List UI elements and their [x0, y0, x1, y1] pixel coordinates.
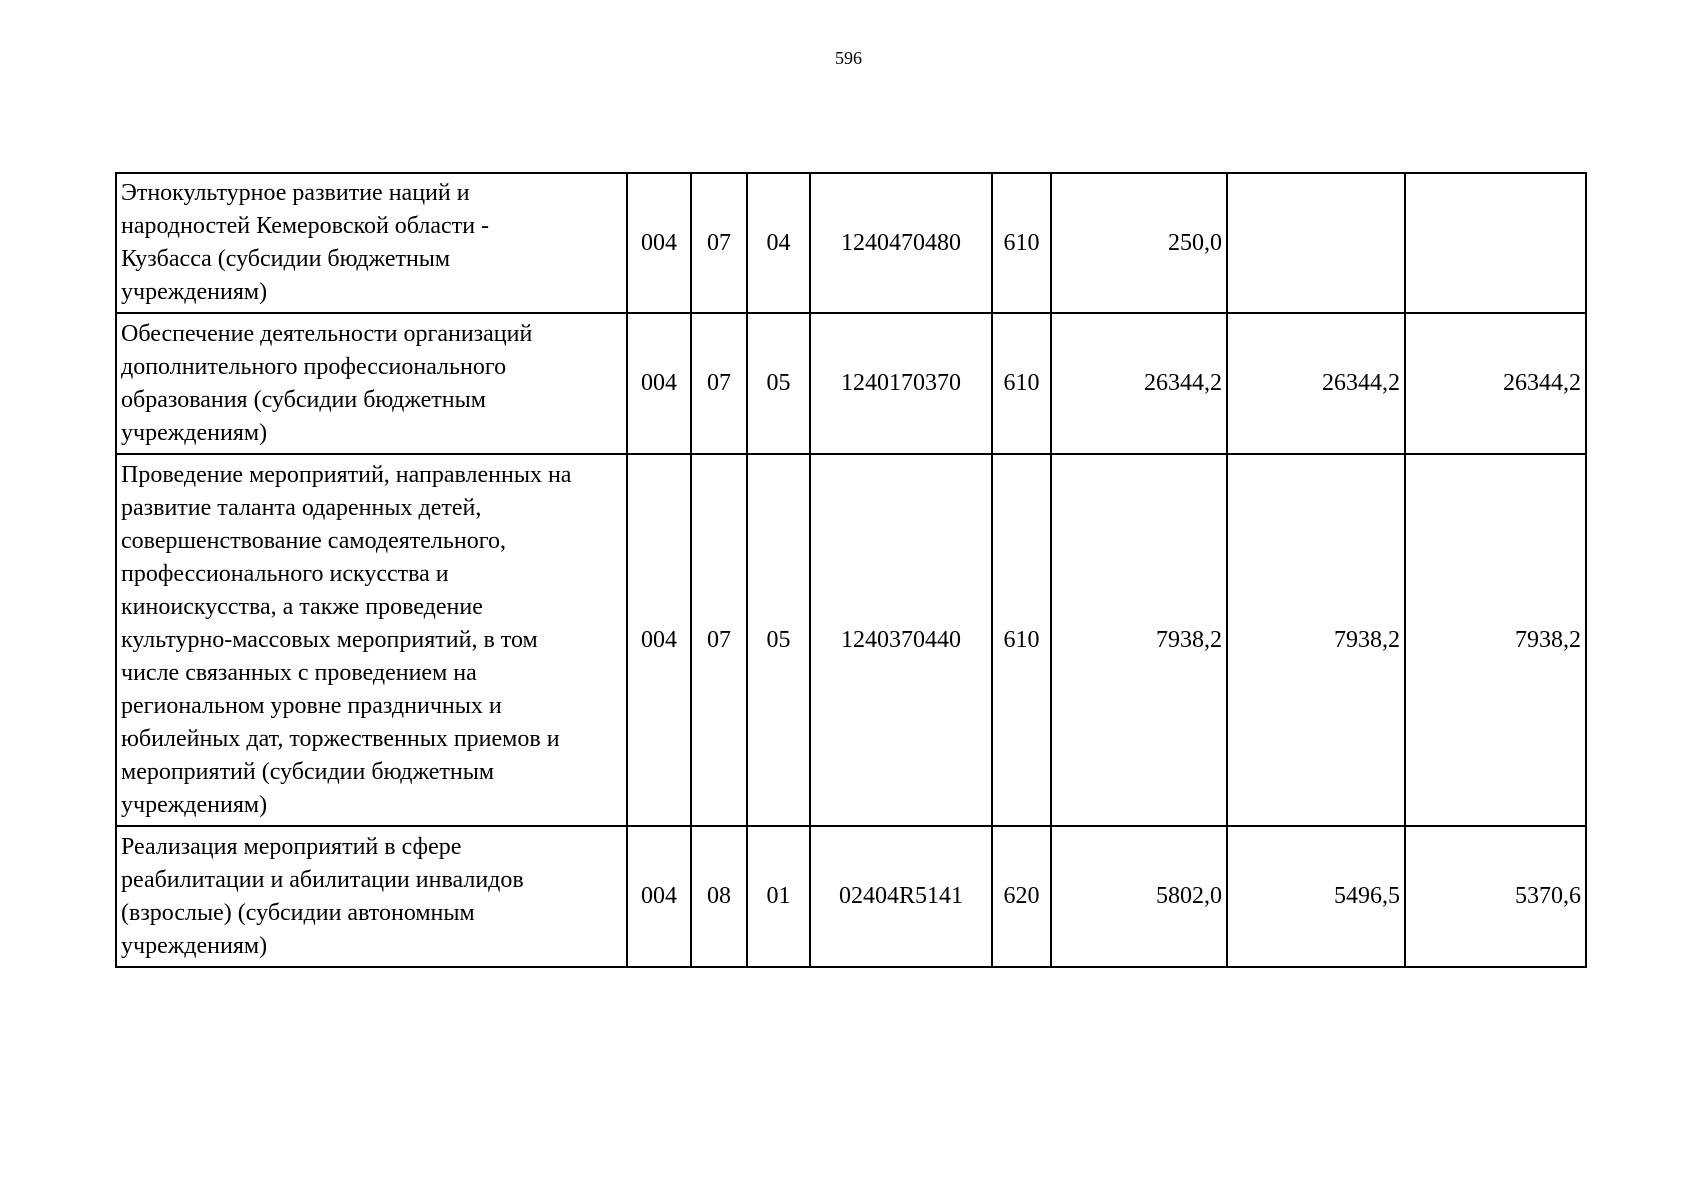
- description-line: образования (субсидии бюджетным: [121, 386, 486, 413]
- section-code: 08: [691, 826, 747, 967]
- target-article-code: 1240170370: [810, 313, 992, 454]
- section-code: 07: [691, 454, 747, 826]
- description-line: профессионального искусства и: [121, 560, 449, 587]
- description-line: народностей Кемеровской области -: [121, 213, 490, 239]
- ministry-code: 004: [627, 826, 691, 967]
- expense-type-code: 620: [992, 826, 1051, 967]
- amount-year-1: 5802,0: [1051, 826, 1227, 967]
- description-line: (взрослые) (субсидии автономным: [121, 899, 475, 926]
- description-line: Проведение мероприятий, направленных на: [121, 461, 572, 488]
- budget-table: [115, 172, 1587, 968]
- description-line: учреждениям): [121, 279, 268, 305]
- target-article-code: 1240470480: [810, 173, 992, 313]
- row-description: [116, 173, 627, 313]
- amount-year-2: 26344,2: [1227, 313, 1405, 454]
- amount-year-1: 250,0: [1051, 173, 1227, 313]
- amount-year-1: 7938,2: [1051, 454, 1227, 826]
- target-article-code: 1240370440: [810, 454, 992, 826]
- ministry-code: 004: [627, 173, 691, 313]
- expense-type-code: 610: [992, 313, 1051, 454]
- description-line: учреждениям): [121, 932, 268, 959]
- description-line: дополнительного профессионального: [121, 353, 507, 380]
- page-number: 596: [835, 48, 862, 68]
- section-code: 07: [691, 313, 747, 454]
- expense-type-code: 610: [992, 173, 1051, 313]
- amount-year-2: 5496,5: [1227, 826, 1405, 967]
- target-article-code: 02404R5141: [810, 826, 992, 967]
- row-description: [116, 313, 627, 454]
- table-row: [116, 313, 1586, 454]
- table-row: [116, 173, 1586, 313]
- description-line: числе связанных с проведением на: [121, 659, 477, 686]
- expense-type-code: 610: [992, 454, 1051, 826]
- amount-year-3: 7938,2: [1405, 454, 1586, 826]
- description-line: культурно-массовых мероприятий, в том: [121, 626, 538, 653]
- description-line: Этнокультурное развитие наций и: [121, 180, 470, 206]
- description-line: совершенствование самодеятельного,: [121, 527, 506, 554]
- ministry-code: 004: [627, 313, 691, 454]
- amount-year-3: 5370,6: [1405, 826, 1586, 967]
- description-line: юбилейных дат, торжественных приемов и: [121, 725, 560, 752]
- description-line: киноискусства, а также проведение: [121, 593, 483, 620]
- description-line: реабилитации и абилитации инвалидов: [121, 866, 524, 893]
- section-code: 07: [691, 173, 747, 313]
- ministry-code: 004: [627, 454, 691, 826]
- description-line: региональном уровне праздничных и: [121, 692, 502, 719]
- subsection-code: 05: [747, 454, 810, 826]
- table-row: [116, 826, 1586, 967]
- amount-year-2: [1227, 173, 1405, 313]
- description-line: учреждениям): [121, 791, 268, 818]
- amount-year-3: [1405, 173, 1586, 313]
- description-line: Реализация мероприятий в сфере: [121, 833, 462, 860]
- description-line: Обеспечение деятельности организаций: [121, 320, 533, 347]
- subsection-code: 04: [747, 173, 810, 313]
- amount-year-2: 7938,2: [1227, 454, 1405, 826]
- row-description: [116, 454, 627, 826]
- subsection-code: 01: [747, 826, 810, 967]
- amount-year-1: 26344,2: [1051, 313, 1227, 454]
- row-description: [116, 826, 627, 967]
- description-line: учреждениям): [121, 419, 268, 446]
- amount-year-3: 26344,2: [1405, 313, 1586, 454]
- description-line: мероприятий (субсидии бюджетным: [121, 758, 495, 785]
- description-line: развитие таланта одаренных детей,: [121, 494, 482, 521]
- subsection-code: 05: [747, 313, 810, 454]
- description-line: Кузбасса (субсидии бюджетным: [121, 246, 451, 272]
- table-row: [116, 454, 1586, 826]
